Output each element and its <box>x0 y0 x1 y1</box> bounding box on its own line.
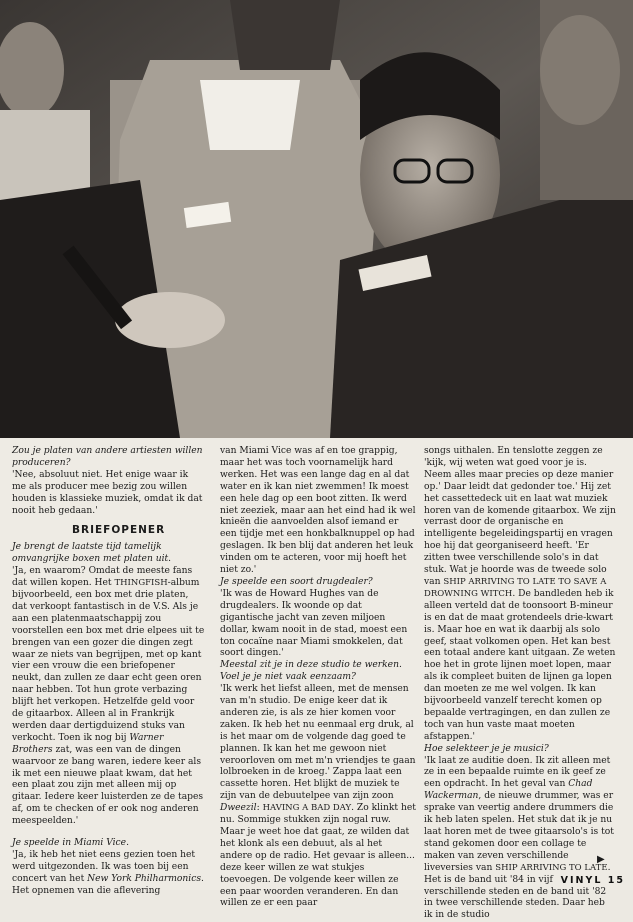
answer-miami-text-2: . Het opnemen van die aflevering <box>12 873 204 896</box>
answer-boxes-text-3: zat, was een van de dingen waarvoor ze bang waren, iedere keer als ik met een nieuwe plaat kwam, dat het een plaat zou zijn met alleen mij op gitaar. Iedere keer luisterden ze de tapes af, om te checken of er ook nog anderen meespeelden.' <box>12 744 204 827</box>
answer-lonely <box>220 684 416 910</box>
answer-miami-continued: van Miami Vice was af en toe grappig, maar het was toch voornamelijk hard werken. Het was een lange dag en al dat water en ik kan niet zwemmen! Ik moest een hele dag op een boot zitten. Ik werd niet zeeziek, maar aan het eind had ik wel knieën die aanvoelden alsof iemand er een tijdje met een honkbalknuppel op had geslagen. Ik ben blij dat anderen het leuk vinden om te acteren, voor mij hoeft het niet zo.' <box>220 446 416 576</box>
name-chad-wackerman: Chad Wackerman <box>424 779 593 802</box>
answer-miami-text-1: 'Ja, ik heb het niet eens gezien toen het werd uitgezonden. Ik was toen bij een concert van het <box>12 850 196 884</box>
question-lonely: Meestal zit je in deze studio te werken. Voel je je niet vaak eenzaam? <box>220 660 402 683</box>
question-boxes: Je brengt de laatste tijd tamelijk omvangrijke boxen met platen uit. <box>12 542 172 565</box>
question-miami-vice: Je speelde in Miami Vice. <box>12 838 129 849</box>
press-photo <box>0 0 633 438</box>
album-title-bad-day: HAVING A BAD DAY <box>262 803 352 814</box>
article-column-2 <box>220 446 416 909</box>
page-footer <box>561 875 625 886</box>
name-dweezil: Dweezil <box>220 803 257 814</box>
answer-lonely-text-1: 'Ik werk het liefst alleen, met de mensen van m'n studio. De enige keer dat ik anderen zie, is als ze hier komen voor zaken. Ik heb het nu eenmaal erg druk, al is het maar om de volgende dag goed te plannen. Ik kan het me gewoon niet veroorloven om met m'n vriendjes te gaan lolbroeken in de kroeg.' Zappa laat een cassette horen. Het blijkt de muziek te zijn van de debuutelpee van zijn zoon <box>220 684 416 802</box>
question-drugdealer: Je speelde een soort drugdealer? <box>220 576 373 587</box>
answer-songs-text-2: . De bandleden heb ik alleen verteld dat de toonsoort B-mineur is en dat de maat grotendeels drie-kwart is. Maar hoe en wat ik daarbij als solo geef, staat volkomen open. Het kan best een totaal andere kant uitgaan. Ze weten hoe het in grote lijnen moet lopen, maar als ik compleet buiten de lijnen ga lopen dan moeten ze me wel volgen. Ik kan bijvoorbeeld vanzelf terecht komen op bepaalde vertragingen, en dan zullen ze toch van hun vaste maat moeten afstappen.' <box>424 588 616 742</box>
answer-musicians-text-2: , de nieuwe drummer, was er sprake van veertig andere drummers die ik heb laten spelen. Het stuk dat ik je nu laat horen met de twee gitaarsolo's is tot stand gekomen door een collage te maken van zeven verschillende liveversies van <box>424 791 614 873</box>
album-title-ship: SHIP ARRIVING TO LATE <box>495 862 608 873</box>
answer-musicians-text-3: . Het is de band uit '84 in vijf verschillende steden en de band uit '82 in twee verschillende steden. Daar heb ik in de studio <box>424 862 611 921</box>
album-title-ship-witch: SHIP ARRIVING TO LATE TO SAVE A DROWNING WITCH <box>424 576 607 599</box>
press-photo-crowd-icon <box>0 0 633 438</box>
answer-produce: 'Nee, absoluut niet. Het enige waar ik me als producer mee bezig zou willen houden is klassieke muziek, omdat ik dat nooit heb gedaan.' <box>12 469 203 516</box>
answer-songs <box>424 446 616 744</box>
answer-boxes <box>12 566 205 828</box>
answer-boxes-text-1: 'Ja, en waarom? Omdat de meeste fans dat willen kopen. Het <box>12 566 193 589</box>
label-warner-brothers: Warner Brothers <box>12 732 164 755</box>
question-produce: Zou je platen van andere artiesten willen produceren? <box>12 446 203 468</box>
answer-lonely-text-2: . Zo klinkt het nu. Sommige stukken zijn nogal ruw. Maar je weet hoe dat gaat, ze wilden dat het klonk als een debuut, als al het andere op de radio. Het gevaar is alleen... deze keer willen ze wat stukjes toevoegen. De volgende keer willen ze een paar woorden veranderen. En dan willen ze er een paar <box>220 803 416 909</box>
continue-arrow-icon: ▶ <box>597 854 605 865</box>
answer-lonely-colon: : <box>256 803 263 814</box>
answer-boxes-text-2: -album bijvoorbeeld, een box met drie platen, dat verkoopt fantastisch in de V.S. Als je aan een platenmaatschappij zou voorstellen een box met drie elpees uit te brengen van een gozer die dingen zegt waar ze niets van begrijpen, met op kant vier een vrouw die een briefopener neukt, dan zullen ze daar echt geen oren naar hebben. Tot hun grote verbazing blijft het verkopen. Hetzelfde geld voor de gitaarbox. Alleen al in Frankrijk werden daar dertigduizend stuks van verkocht. Toen ik nog bij <box>12 578 205 743</box>
answer-musicians <box>424 756 616 922</box>
orchestra-name: New York Philharmonics <box>87 873 202 884</box>
article-column-1 <box>12 446 205 896</box>
page-number: 15 <box>607 875 625 886</box>
answer-drugdealer: 'Ik was de Howard Hughes van de drugdealers. Ik woonde op dat gigantische jacht van zeven miljoen dollar, kwam nooit in de stad, moest een ton cocaïne naar Miami smokkelen, dat soort dingen.' <box>220 588 408 659</box>
magazine-name: VINYL <box>560 875 603 886</box>
answer-miami-vice <box>12 850 205 898</box>
question-musicians: Hoe selekteer je je musici? <box>424 743 549 754</box>
answer-musicians-text-1: 'Ik laat ze auditie doen. Ik zit alleen met ze in een bepaalde ruimte en ik geef ze een opdracht. In het geval van <box>424 755 611 790</box>
answer-songs-text-1: songs uithalen. En tenslotte zeggen ze 'kijk, wij weten wat goed voor je is. Neem alles maar precies op deze manier op.' Daar leidt dat gedonder toe.' Hij zet het cassettedeck uit en laat wat muziek horen van de komende gitaarbox. We zijn verrast door de organische en intelligente begeleidingspartij en vragen hoe hij dat georganiseerd heeft. 'Er zitten twee verschillende solo's in dat stuk. Wat je hoorde was de tweede solo van <box>424 446 616 587</box>
subheading-briefopener: BRIEFOPENER <box>72 524 166 537</box>
album-title-thingfish: THINGFISH <box>114 578 168 589</box>
